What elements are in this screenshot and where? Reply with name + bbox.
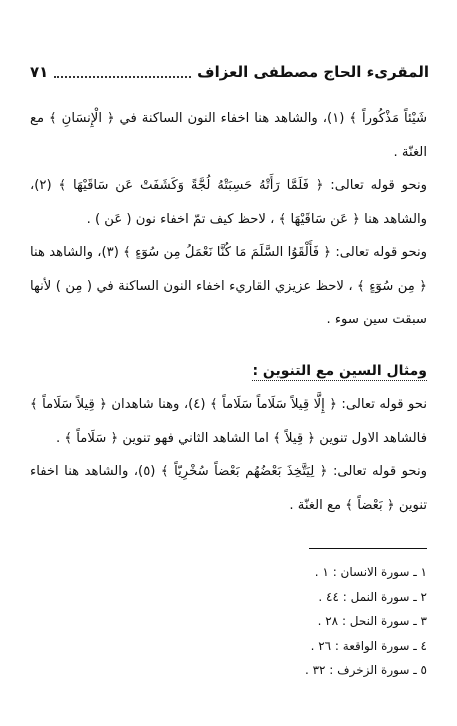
subheading-text: ومثال السين مع التنوين : <box>252 362 427 379</box>
main-text <box>30 102 427 522</box>
footnotes <box>167 560 427 683</box>
footnote-4: ٤ ـ سورة الواقعة : ٢٦ . <box>310 638 427 653</box>
paragraph-4: نحو قوله تعالى: ﴿ إِلَّا قِيلاً سَلَاماً سَلَاماً ﴾ (٤)، وهنا شاهدان ﴿ قِيلاً سَلَاماً ﴾ فالشاهد الاول تنوين ﴿ قِيلاً ﴾ اما الشاهد الثاني فهو تنوين ﴿ سَلَاماً ﴾ . <box>30 397 427 446</box>
paragraph-3: ونحو قوله تعالى: ﴿ فَأَلْقَوُا السَّلَمَ مَا كُنَّا نَعْمَلُ مِن سُوٓءٍ ﴾ (٣)، والشاهد هنا ﴿ مِن سُوٓءٍ ﴾ ، لاحظ عزيزي القاريء اخفاء النون الساكنة في ( مِن ) لأنها سبقت سين سوء . <box>30 245 427 327</box>
section-subheading <box>30 355 427 389</box>
paragraph-5: ونحو قوله تعالى: ﴿ لِيَتَّخِذَ بَعْضُهُم بَعْضاً سُخْرِيّاً ﴾ (٥)، والشاهد هنا اخفاء تنوين ﴿ بَعْضاً ﴾ مع الغنّة . <box>30 464 427 513</box>
page-number: ٧١ <box>30 63 49 81</box>
footnote-5: ٥ ـ سورة الزخرف : ٣٢ . <box>304 663 427 677</box>
header-dotted-leader <box>54 66 191 78</box>
footnote-2: ٢ ـ سورة النمل : ٤٤ . <box>318 589 427 604</box>
paragraph-1: شَيْئاً مَذْكُوراً ﴾ (١)، والشاهد هنا اخفاء النون الساكنة في ﴿ الْإِنسَانِ ﴾ مع الغنّة . <box>30 111 427 160</box>
footnote-3: ٣ ـ سورة النحل : ٢٨ . <box>317 614 427 628</box>
paragraph-2: ونحو قوله تعالى: ﴿ فَلَمَّا رَأَتْهُ حَسِبَتْهُ لُجَّةً وَكَشَفَتْ عَن سَاقَيْهَا ﴾ (٢)، والشاهد هنا ﴿ عَن سَاقَيْهَا ﴾ ، لاحظ كيف تمّ اخفاء نون ( عَن ) . <box>30 178 427 227</box>
footnote-1: ١ ـ سورة الانسان : ١ . <box>314 565 427 579</box>
header-title: المقرىء الحاج مصطفى العزاف <box>197 63 429 81</box>
footnote-separator <box>309 548 427 549</box>
running-header <box>30 60 429 84</box>
